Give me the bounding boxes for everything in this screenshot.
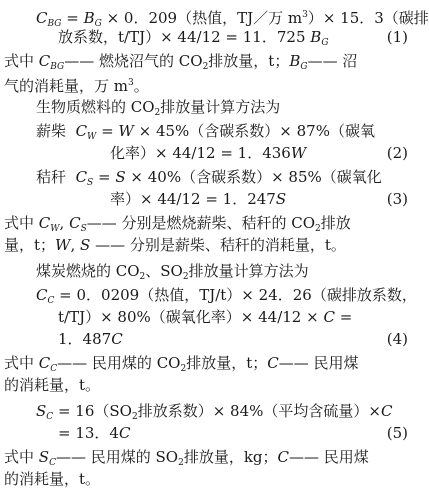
- coal-def-line2: 的消耗量，t。: [4, 376, 101, 394]
- eq2-line1: 薪柴 $C_W = W \times 45\%$（含碳系数）× 87%（碳氧: [36, 122, 375, 142]
- eq2-number: (2): [386, 144, 408, 162]
- eq1-line2: 放系数，t/TJ）× 44/12 = 11．725 $B_G$: [58, 28, 329, 48]
- biomass-def-line1: 式中 $C_W$, $C_S——$ 分别是燃烧薪柴、秸秆的 $CO_2$排放: [4, 214, 351, 234]
- biomass-def-line2: 量，t；W, S —— 分别是薪柴、秸秆的消耗量，t。: [4, 236, 346, 254]
- eq1-line1: $C_{BG} = B_G \times 0$．209（热值，TJ／万 $m^3)\times 15$．3（碳排: [36, 9, 429, 29]
- eq4-line2: t/TJ）× 80%（碳氧化率）× 44/12 × C =: [58, 308, 353, 326]
- eq4-number: (4): [386, 330, 408, 348]
- coal-def-line1: 式中 $C_C——$ 民用煤的 $CO_2$排放量，t；C—— 民用煤: [4, 354, 359, 374]
- so2-def-line1: 式中 $S_C——$ 民用煤的 $SO_2$排放量，kg；C—— 民用煤: [4, 448, 369, 468]
- eq5-number: (5): [386, 424, 408, 442]
- eq3-line1: 秸秆 $C_S = S \times 40\%$（含碳系数）× 85%（碳氧化: [36, 168, 382, 188]
- eq1-number: (1): [386, 28, 408, 46]
- eq4-line3: 1．487C: [58, 330, 123, 348]
- eq1-def-line1: 式中 $C_{BG}——$ 燃烧沼气的 $CO_2$排放量，t；$B_G——$ 沼: [4, 52, 358, 72]
- coal-intro: 煤炭燃烧的 $CO_2$、$SO_2$排放量计算方法为: [36, 262, 309, 282]
- eq2-line2: 化率）× 44/12 = 1．436W: [110, 144, 307, 162]
- eq3-number: (3): [386, 190, 408, 208]
- eq4-line1: $C_C = 0$．0209（热值，TJ/t）× 24．26（碳排放系数，: [36, 286, 417, 306]
- eq3-line2: 率）× 44/12 = 1．247S: [110, 190, 287, 208]
- biomass-intro: 生物质燃料的 $CO_2$排放量计算方法为: [36, 98, 281, 118]
- eq1-def-line2: 气的消耗量，万 $m^3$。: [4, 77, 149, 95]
- eq5-line1: $S_C = 16(SO_2$排放系数）× 84%（平均含硫量）×C: [36, 402, 393, 422]
- so2-def-line2: 的消耗量，t。: [4, 470, 101, 488]
- eq5-line2: = 13．4C: [58, 424, 131, 442]
